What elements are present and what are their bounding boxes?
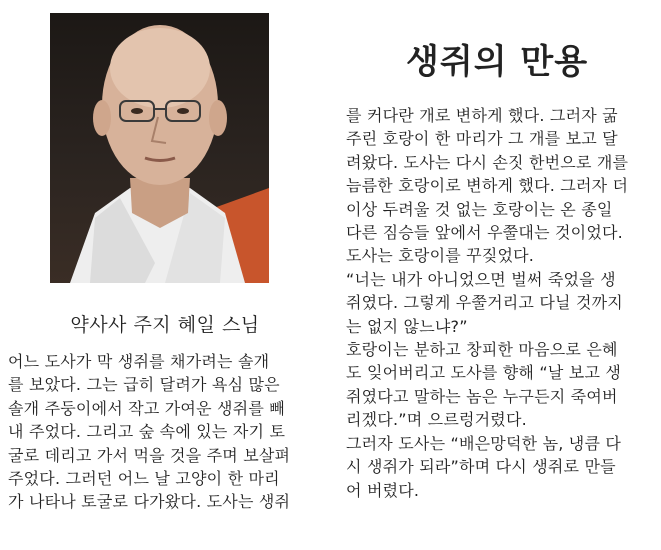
text-line: 도사는 호랑이를 꾸짖었다. [346,246,535,266]
monk-portrait-illustration [50,13,269,283]
text-line: 도 잊어버리고 도사를 향해 “날 보고 생 [346,363,622,383]
photo-caption: 약사사 주지 혜일 스님 [70,314,260,336]
text-line: 시 생쥐가 되라”하며 다시 생쥐로 만들 [346,457,616,477]
left-text-column [8,350,318,514]
text-line: 다른 짐승들 앞에서 우쭐대는 것이었다. [346,223,623,243]
text-line: 내 주었다. 그리고 숲 속에 있는 자기 토 [8,422,286,442]
text-line: 가 나타나 토굴로 다가왔다. 도사는 생쥐 [8,492,291,512]
text-line: 주었다. 그러던 어느 날 고양이 한 마리 [8,469,280,489]
text-line: 솔개 주둥이에서 작고 가여운 생쥐를 빼 [8,398,285,418]
text-line: 를 보았다. 그는 급히 달려가 욕심 많은 [8,375,280,395]
text-line: 쥐였다. 그렇게 우쭐거리고 다닐 것까지 [346,293,623,313]
text-line: 쥐였다고 말하는 놈은 누구든지 죽여버 [346,386,618,406]
portrait-photo [50,13,269,283]
text-line: 그러자 도사는 “배은망덕한 놈, 냉큼 다 [346,433,622,453]
text-line: 주린 호랑이 한 마리가 그 개를 보고 달 [346,129,618,149]
text-line: 호랑이는 분하고 창피한 마음으로 은혜 [346,340,618,360]
text-line: 려왔다. 도사는 다시 손짓 한번으로 개를 [346,152,629,172]
text-line: 는 없지 않느냐?” [346,316,468,336]
right-text-column [346,104,656,502]
article-title: 생쥐의 만용 [406,42,589,82]
text-line: 늠름한 호랑이로 변하게 했다. 그러자 더 [346,176,629,196]
text-line: 굴로 데리고 가서 먹을 것을 주며 보살펴 [8,445,291,465]
text-line: 어 버렸다. [346,480,420,500]
text-line: 어느 도사가 막 생쥐를 채가려는 솔개 [8,352,270,371]
text-line: 이상 두려울 것 없는 호랑이는 온 종일 [346,199,613,219]
text-line: 를 커다란 개로 변하게 했다. 그러자 굶 [346,106,618,125]
text-line: 리겠다.”며 으르렁거렸다. [346,410,527,430]
text-line: “너는 내가 아니었으면 벌써 죽었을 생 [346,269,616,289]
